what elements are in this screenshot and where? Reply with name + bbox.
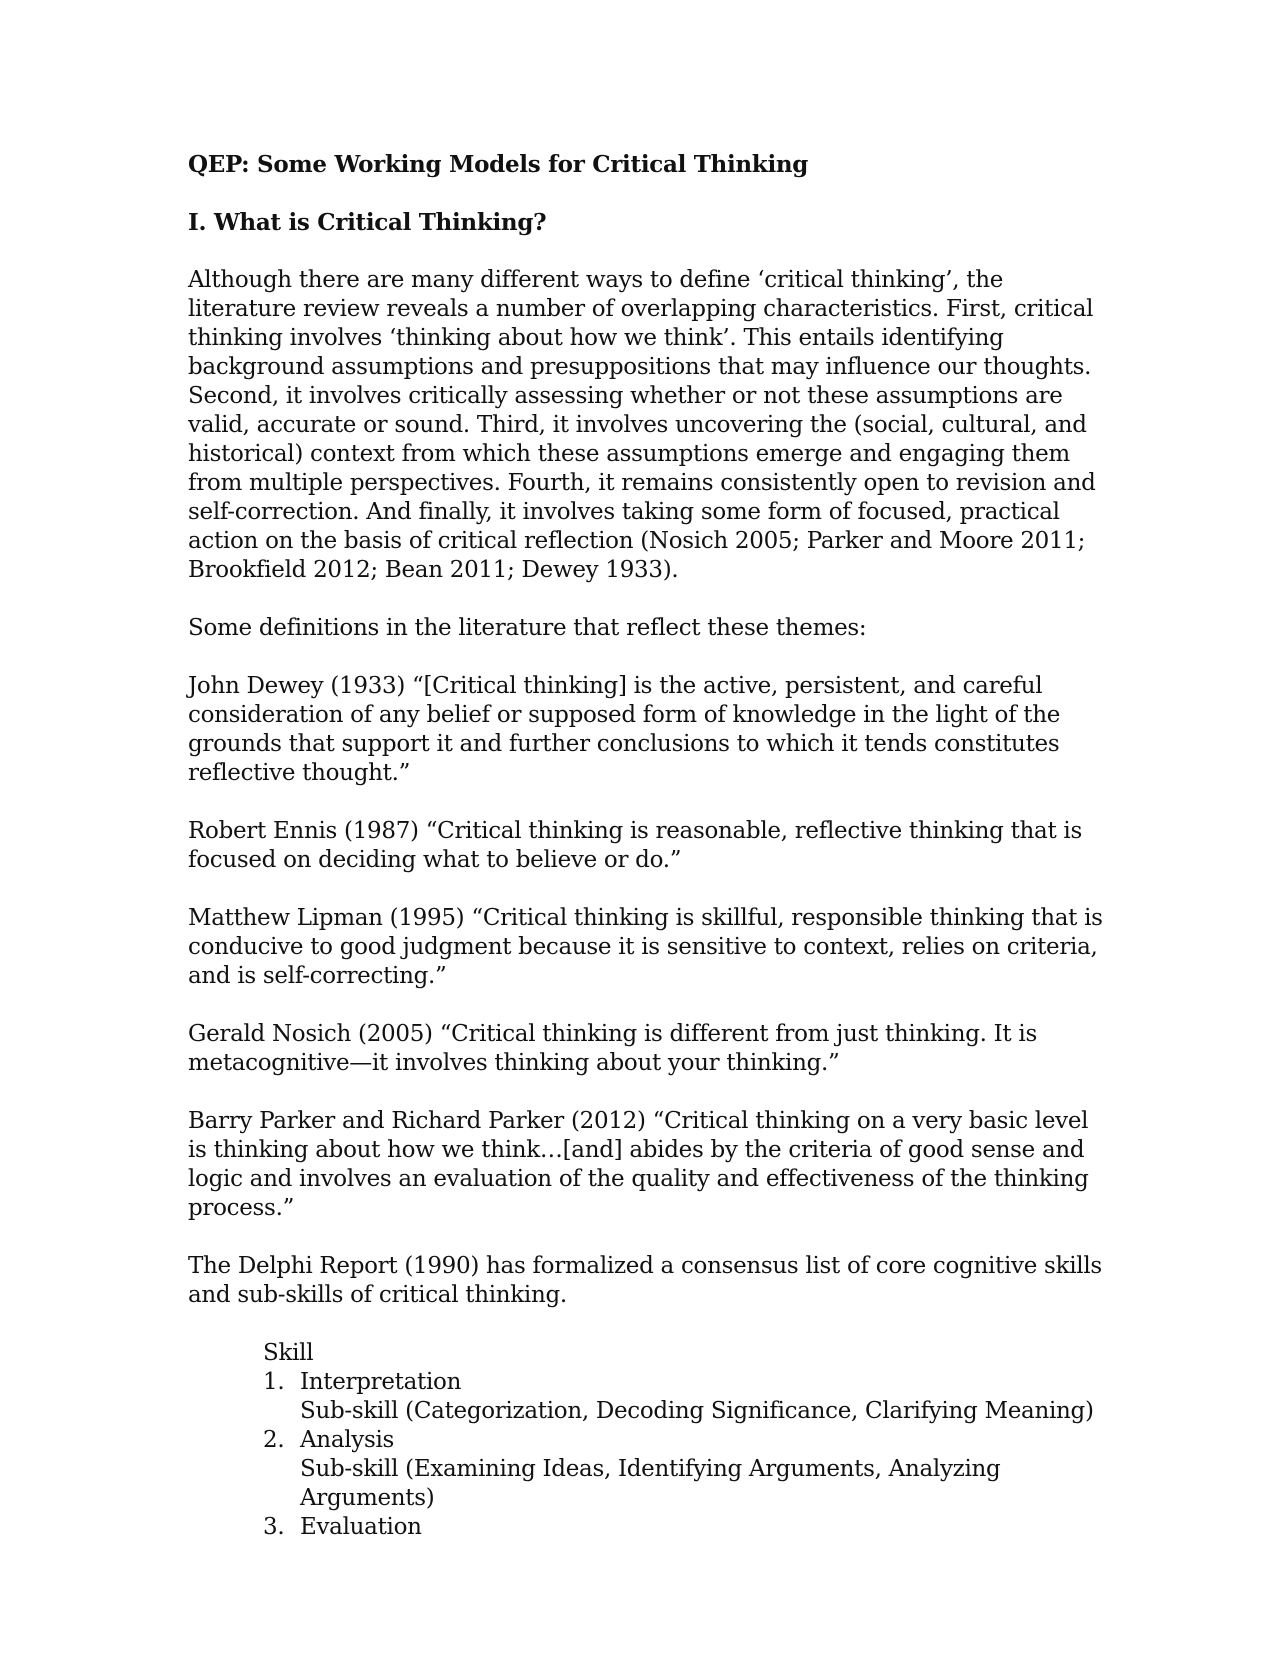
definitions-intro: Some definitions in the literature that reflect these themes: <box>188 615 867 641</box>
section-heading: I. What is Critical Thinking? <box>188 209 547 236</box>
definition-lipman: Matthew Lipman (1995) “Critical thinking is skillful, responsible thinking that is conducive to good judgment because it is sensitive to context, relies on criteria, and is self-correcting.” <box>188 905 1103 989</box>
skill-subskills: Sub-skill (Examining Ideas, Identifying Arguments, Analyzing Arguments) <box>300 1456 1001 1511</box>
definition-dewey: John Dewey (1933) “[Critical thinking] is the active, persistent, and careful consideration of any belief or supposed form of knowledge in the light of the grounds that support it and further conclusions to which it tends constitutes reflective thought.” <box>188 673 1061 786</box>
skill-item <box>263 1513 1108 1542</box>
skill-item <box>263 1426 1108 1513</box>
definition-parker: Barry Parker and Richard Parker (2012) “Critical thinking on a very basic level is thinking about how we think…[and] abides by the criteria of good sense and logic and involves an evaluation of the quality and effectiveness of the thinking process.” <box>188 1108 1089 1221</box>
skill-item <box>263 1368 1108 1426</box>
intro-paragraph: Although there are many different ways to define ‘critical thinking’, the literature review reveals a number of overlapping characteristics. First, critical thinking involves ‘thinking about how we think’. This entails identifying background assumptions and presuppositions that may influence our thoughts. Second, it involves critically assessing whether or not these assumptions are valid, accurate or sound. Third, it involves uncovering the (social, cultural, and historical) context from which these assumptions emerge and engaging them from multiple perspectives. Fourth, it remains consistently open to revision and self-correction. And finally, it involves taking some form of focused, practical action on the basis of critical reflection (Nosich 2005; Parker and Moore 2011; Brookfield 2012; Bean 2011; Dewey 1933). <box>188 267 1096 583</box>
skill-name: Analysis <box>300 1427 395 1453</box>
skill-number: 2. <box>263 1427 285 1453</box>
skills-list <box>263 1368 1108 1542</box>
definition-ennis: Robert Ennis (1987) “Critical thinking is reasonable, reflective thinking that is focused on deciding what to believe or do.” <box>188 818 1082 873</box>
skill-name: Interpretation <box>300 1369 462 1395</box>
skills-list-block <box>263 1339 1108 1542</box>
skill-subskills: Sub-skill (Categorization, Decoding Significance, Clarifying Meaning) <box>300 1398 1094 1424</box>
document-page <box>188 150 1108 1542</box>
definition-nosich: Gerald Nosich (2005) “Critical thinking is different from just thinking. It is metacognitive—it involves thinking about your thinking.” <box>188 1021 1037 1076</box>
document-title: QEP: Some Working Models for Critical Thinking <box>188 151 809 178</box>
skill-name: Evaluation <box>300 1514 422 1540</box>
delphi-paragraph: The Delphi Report (1990) has formalized a consensus list of core cognitive skills and sub-skills of critical thinking. <box>188 1253 1102 1308</box>
skill-number: 3. <box>263 1514 285 1540</box>
skills-header: Skill <box>263 1340 314 1366</box>
skill-number: 1. <box>263 1369 285 1395</box>
